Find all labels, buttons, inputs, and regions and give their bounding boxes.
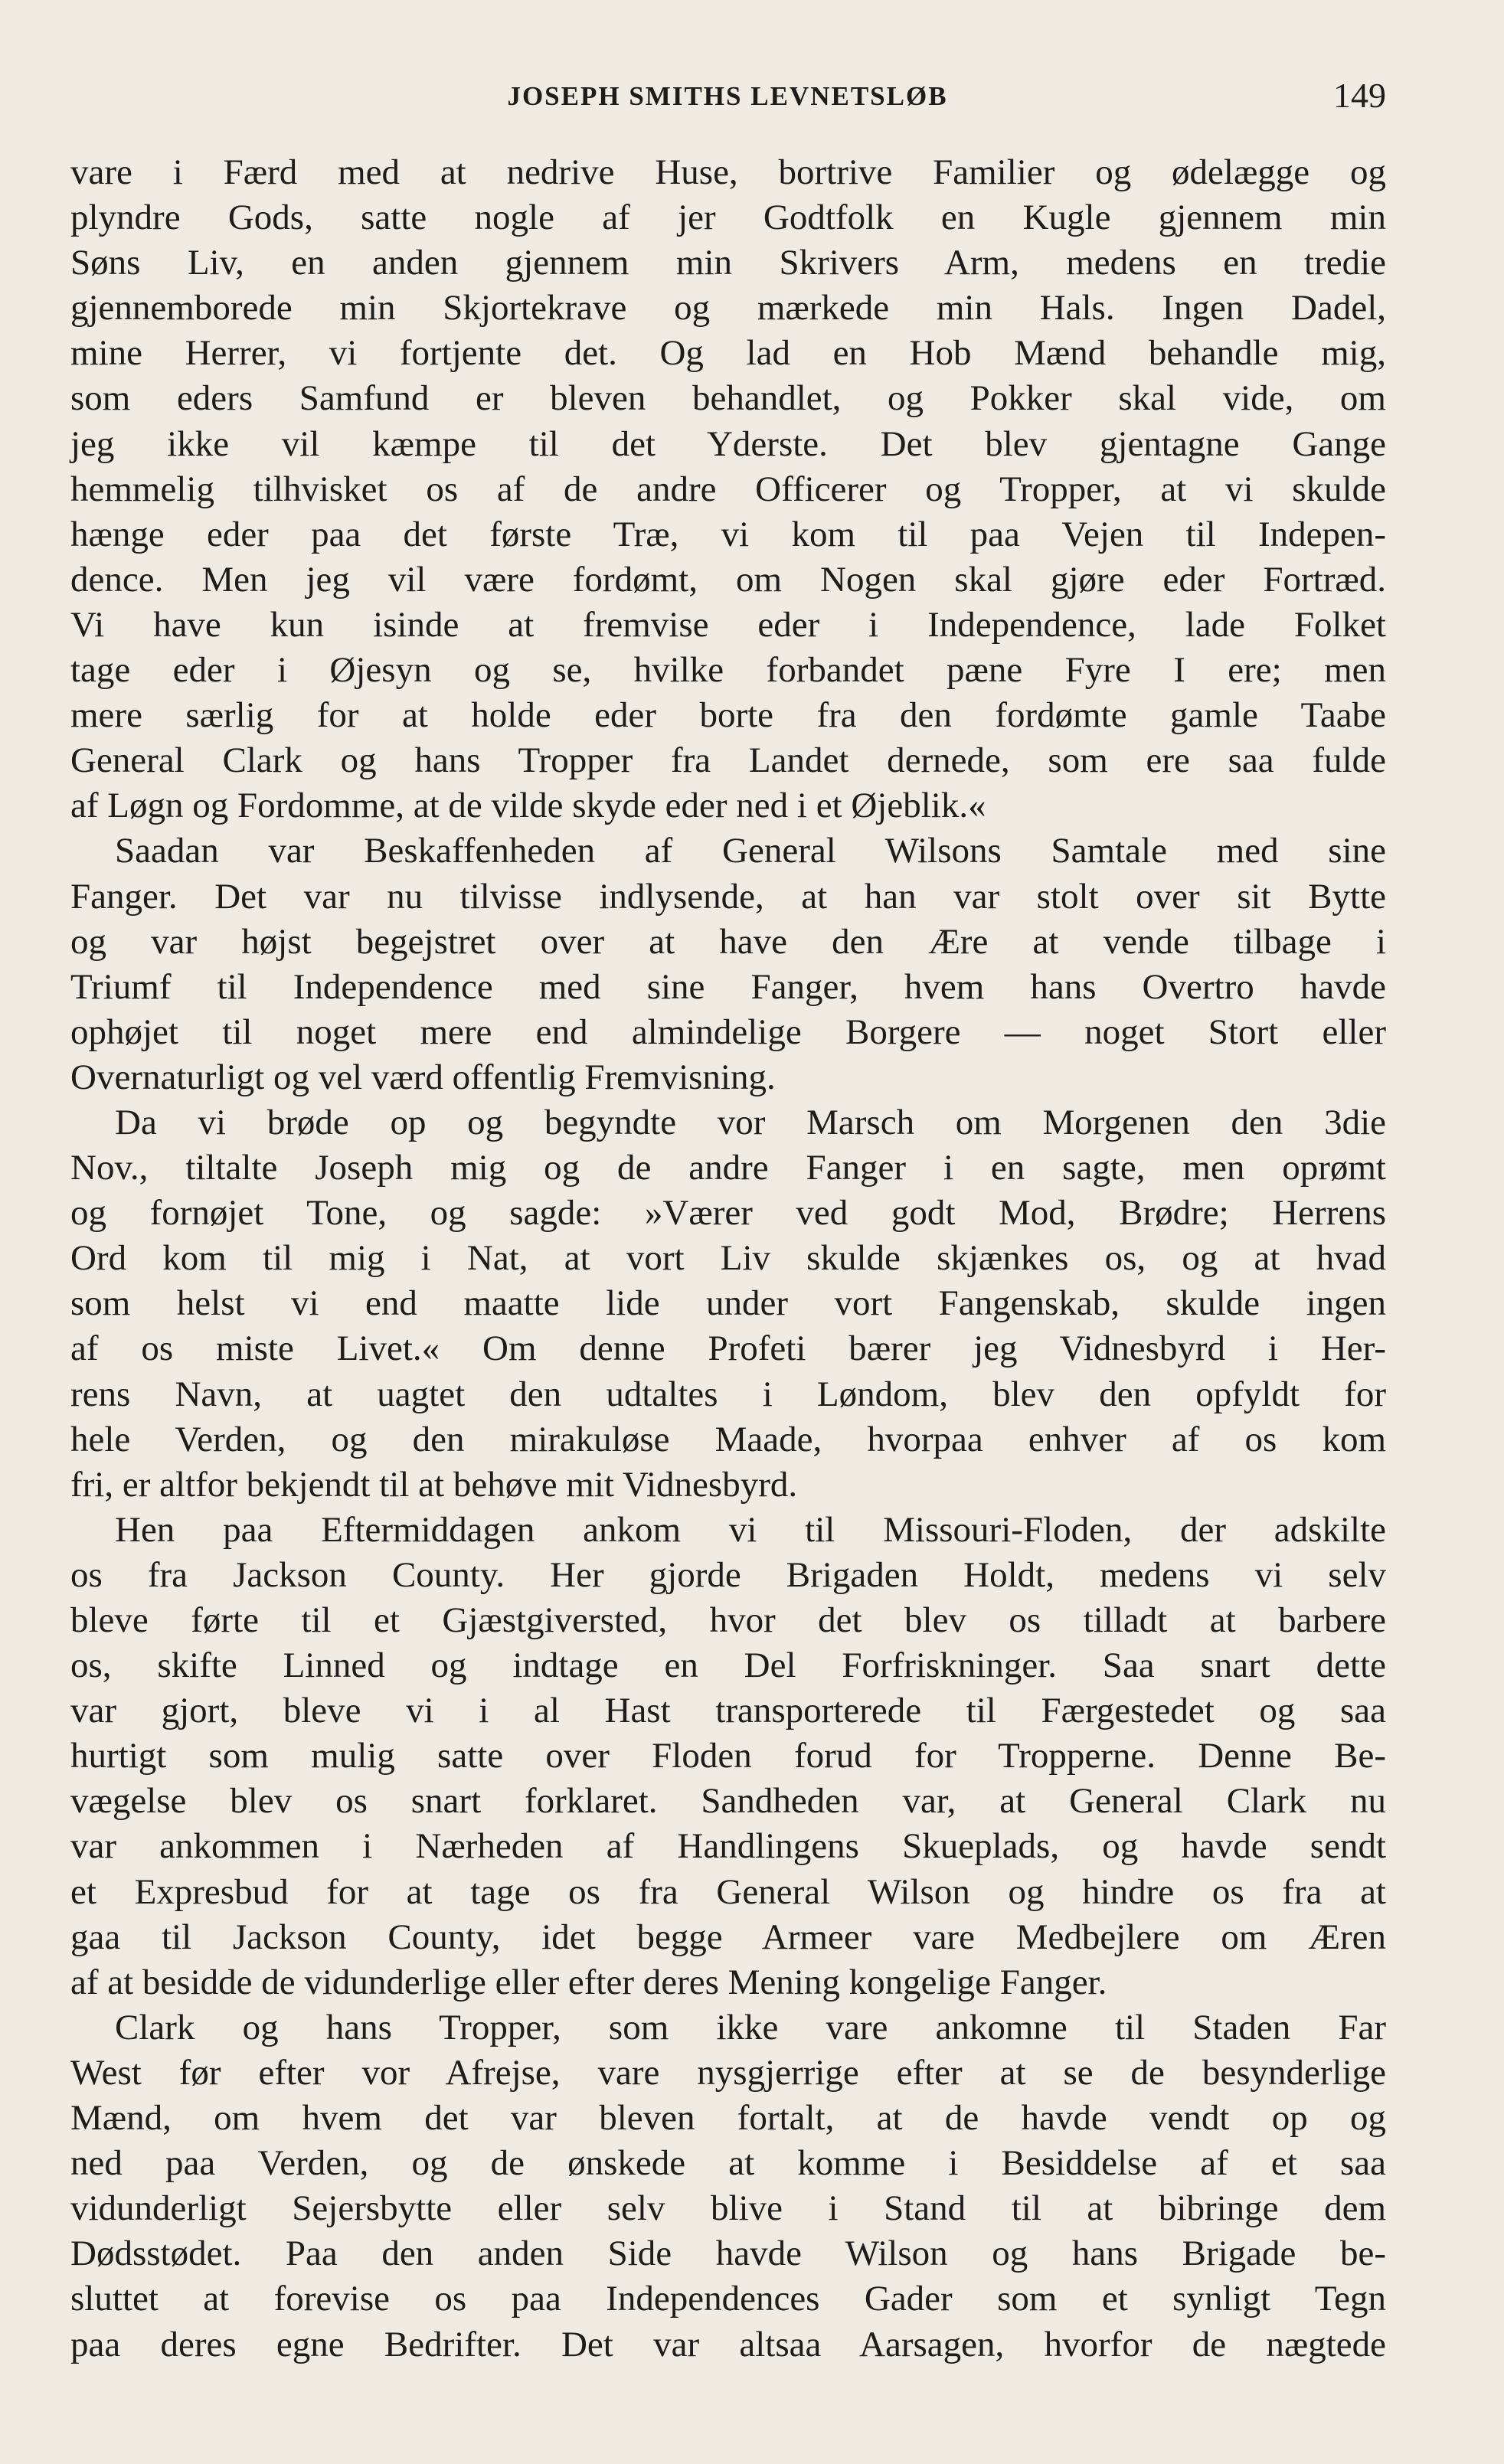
text-line: os fra Jackson County. Her gjorde Brigaden Holdt, medens vi selv xyxy=(70,1554,1386,1595)
text-line: dence. Men jeg vil være fordømt, om Nogen skal gjøre eder Fortræd. xyxy=(70,559,1386,600)
text-line: plyndre Gods, satte nogle af jer Godtfolk en Kugle gjennem min xyxy=(70,198,1386,238)
text-line: sluttet at forevise os paa Independences Gader som et synligt Tegn xyxy=(70,2279,1386,2319)
text-line: hemmelig tilhvisket os af de andre Officerer og Tropper, at vi skulde xyxy=(70,469,1386,509)
running-title: JOSEPH SMITHS LEVNETSLØB xyxy=(507,81,948,111)
text-line: mine Herrer, vi fortjente det. Og lad en Hob Mænd behandle mig, xyxy=(70,333,1386,374)
text-line: General Clark og hans Tropper fra Landet dernede, som ere saa fulde xyxy=(70,740,1386,781)
text-line: West før efter vor Afrejse, vare nysgjerrige efter at se de besynderlige xyxy=(70,2052,1386,2093)
text-line: var ankommen i Nærheden af Handlingens Skueplads, og havde sendt xyxy=(70,1826,1386,1867)
text-line: fri, er altfor bekjendt til at behøve mit Vidnesbyrd. xyxy=(70,1464,798,1505)
text-line: var gjort, bleve vi i al Hast transporterede til Færgestedet og saa xyxy=(70,1691,1386,1731)
text-line: og fornøjet Tone, og sagde: »Værer ved godt Mod, Brødre; Herrens xyxy=(70,1193,1386,1234)
text-line: paa deres egne Bedrifter. Det var altsaa Aarsagen, hvorfor de nægtede xyxy=(70,2324,1386,2364)
text-line: hænge eder paa det første Træ, vi kom til paa Vejen til Indepen- xyxy=(70,514,1386,554)
text-line: Triumf til Independence med sine Fanger, hvem hans Overtro havde xyxy=(70,966,1386,1007)
text-line: Overnaturligt og vel værd offentlig Fremvisning. xyxy=(70,1057,776,1097)
text-line: ned paa Verden, og de ønskede at komme i Besiddelse af et saa xyxy=(70,2143,1386,2184)
text-line: mere særlig for at holde eder borte fra den fordømte gamle Taabe xyxy=(70,695,1386,736)
text-line: jeg ikke vil kæmpe til det Yderste. Det blev gjentagne Gange xyxy=(70,423,1386,464)
text-line: Søns Liv, en anden gjennem min Skrivers Arm, medens en tredie xyxy=(70,243,1386,283)
text-line: som eders Samfund er bleven behandlet, og Pokker skal vide, om xyxy=(70,378,1386,419)
text-line: Ord kom til mig i Nat, at vort Liv skulde skjænkes os, og at hvad xyxy=(70,1238,1386,1279)
text-line: Mænd, om hvem det var bleven fortalt, at de havde vendt op og xyxy=(70,2098,1386,2139)
text-line: hurtigt som mulig satte over Floden forud for Tropperne. Denne Be- xyxy=(70,1736,1386,1776)
text-line: som helst vi end maatte lide under vort Fangenskab, skulde ingen xyxy=(70,1283,1386,1324)
text-line: et Expresbud for at tage os fra General Wilson og hindre os fra at xyxy=(70,1871,1386,1912)
text-line: Dødsstødet. Paa den anden Side havde Wilson og hans Brigade be- xyxy=(70,2234,1386,2274)
page-number: 149 xyxy=(1333,76,1386,115)
text-line: af os miste Livet.« Om denne Profeti bærer jeg Vidnesbyrd i Her- xyxy=(70,1328,1386,1369)
text-line: vidunderligt Sejersbytte eller selv blive i Stand til at bibringe dem xyxy=(70,2188,1386,2229)
text-line: ophøjet til noget mere end almindelige Borgere — noget Stort eller xyxy=(70,1011,1386,1052)
text-line: Fanger. Det var nu tilvisse indlysende, at han var stolt over sit Bytte xyxy=(70,876,1386,917)
text-line: gjennemborede min Skjortekrave og mærkede min Hals. Ingen Dadel, xyxy=(70,288,1386,328)
paragraph-start-line: Clark og hans Tropper, som ikke vare ankomne til Staden Far xyxy=(115,2007,1386,2047)
paragraph-start-line: Saadan var Beskaffenheden af General Wilsons Samtale med sine xyxy=(115,831,1386,871)
text-line: vægelse blev os snart forklaret. Sandheden var, at General Clark nu xyxy=(70,1781,1386,1822)
text-line: vare i Færd med at nedrive Huse, bortrive Familier og ødelægge og xyxy=(70,152,1386,192)
text-line: bleve førte til et Gjæstgiversted, hvor det blev os tilladt at barbere xyxy=(70,1600,1386,1640)
body-text xyxy=(70,150,1386,2368)
text-line: og var højst begejstret over at have den Ære at vende tilbage i xyxy=(70,921,1386,962)
text-line: hele Verden, og den mirakuløse Maade, hvorpaa enhver af os kom xyxy=(70,1419,1386,1459)
text-line: os, skifte Linned og indtage en Del Forfriskninger. Saa snart dette xyxy=(70,1645,1386,1686)
text-line: rens Navn, at uagtet den udtaltes i Løndom, blev den opfyldt for xyxy=(70,1374,1386,1414)
text-line: af at besidde de vidunderlige eller efter deres Mening kongelige Fanger. xyxy=(70,1962,1107,2002)
text-line: tage eder i Øjesyn og se, hvilke forbandet pæne Fyre I ere; men xyxy=(70,650,1386,691)
text-line: Vi have kun isinde at fremvise eder i Independence, lade Folket xyxy=(70,604,1386,645)
text-line: Nov., tiltalte Joseph mig og de andre Fanger i en sagte, men oprømt xyxy=(70,1148,1386,1188)
paragraph-start-line: Hen paa Eftermiddagen ankom vi til Missouri-Floden, der adskilte xyxy=(115,1509,1386,1550)
text-line: gaa til Jackson County, idet begge Armeer vare Medbejlere om Æren xyxy=(70,1917,1386,1957)
running-head xyxy=(69,75,1386,121)
paragraph-start-line: Da vi brøde op og begyndte vor Marsch om Morgenen den 3die xyxy=(115,1102,1386,1142)
text-line: af Løgn og Fordomme, at de vilde skyde eder ned i et Øjeblik.« xyxy=(70,786,986,826)
